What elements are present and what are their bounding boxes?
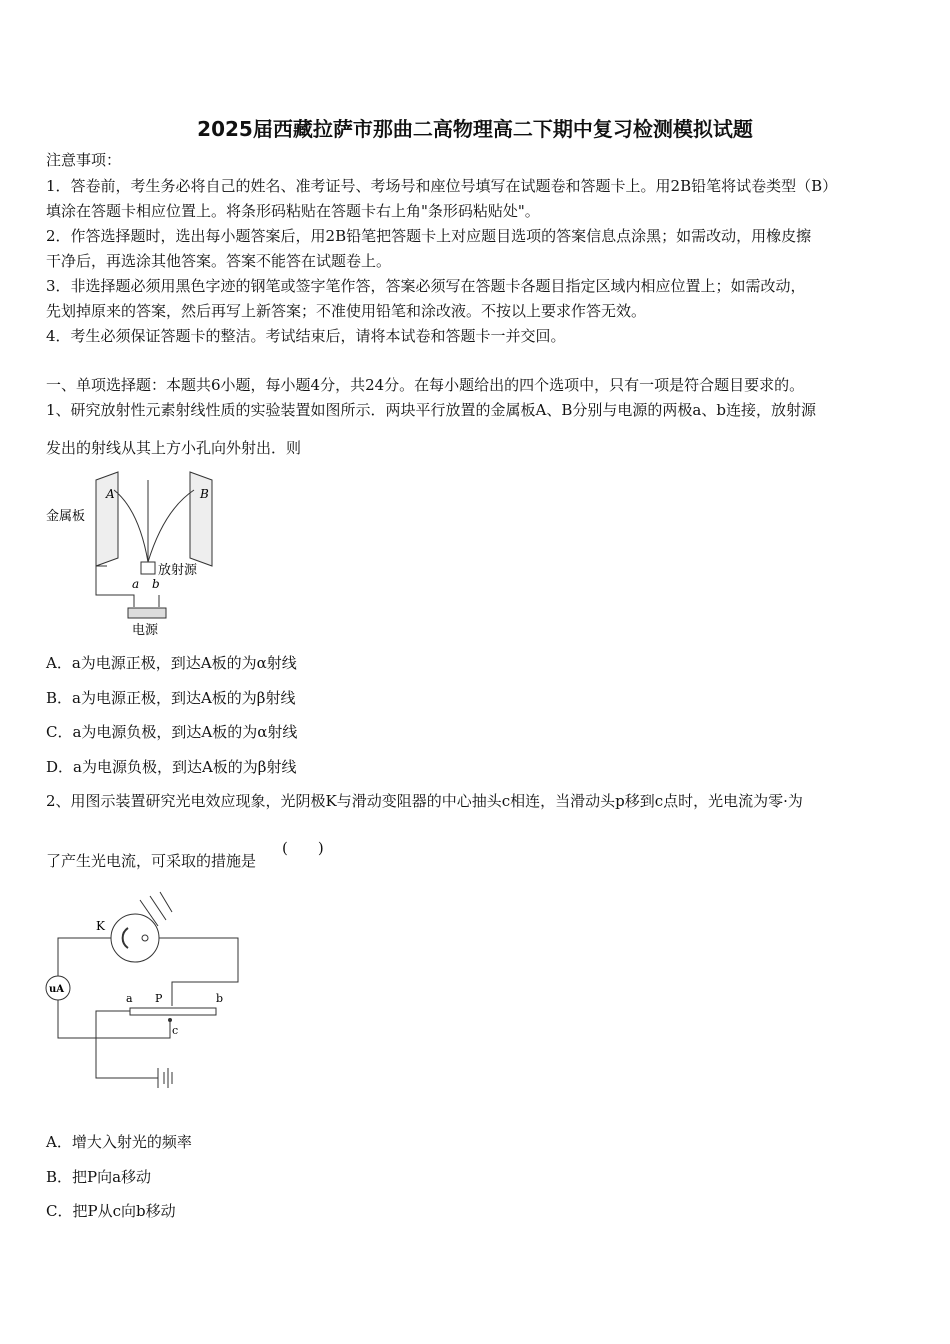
label-b: b bbox=[216, 992, 224, 1005]
q1-stem: 1、研究放射性元素射线性质的实验装置如图所示．两块平行放置的金属板A、B分别与电源的两极a、b连接，放射源 bbox=[46, 401, 816, 419]
q1-option-a[interactable]: A．a为电源正极，到达A板的为α射线 bbox=[46, 654, 297, 672]
q1-stem: 发出的射线从其上方小孔向外射出．则 bbox=[46, 439, 302, 457]
label-plate: 金属板 bbox=[46, 509, 86, 524]
q1-figure bbox=[44, 470, 234, 640]
label-a: a bbox=[126, 992, 133, 1005]
label-c: c bbox=[172, 1024, 179, 1037]
note-line: 3．非选择题必须用黑色字迹的钢笔或签字笔作答，答案必须写在答题卡各题目指定区域内相应位置上；如需改动， bbox=[46, 277, 806, 295]
note-line: 2．作答选择题时，选出每小题答案后，用2B铅笔把答题卡上对应题目选项的答案信息点涂黑；如需改动，用橡皮擦 bbox=[46, 227, 812, 245]
label-power: 电源 bbox=[132, 623, 159, 638]
q2-option-a[interactable]: A．增大入射光的频率 bbox=[46, 1133, 192, 1151]
q1-option-d[interactable]: D．a为电源负极，到达A板的为β射线 bbox=[46, 758, 297, 776]
note-line: 干净后，再选涂其他答案。答案不能答在试题卷上。 bbox=[46, 252, 392, 270]
section-heading: 一、单项选择题：本题共6小题，每小题4分，共24分。在每小题给出的四个选项中，只有一项是符合题目要求的。 bbox=[46, 376, 805, 394]
note-line: 填涂在答题卡相应位置上。将条形码粘贴在答题卡右上角"条形码粘贴处"。 bbox=[46, 202, 540, 220]
q2-option-c[interactable]: C．把P从c向b移动 bbox=[46, 1202, 176, 1220]
notes-heading: 注意事项： bbox=[46, 151, 122, 169]
answer-bracket: ( ) bbox=[282, 839, 324, 857]
label-a: a bbox=[132, 577, 140, 591]
label-P: P bbox=[155, 992, 163, 1005]
page-title: 2025届西藏拉萨市那曲二高物理高二下期中复习检测模拟试题 bbox=[197, 117, 753, 141]
note-line: 1．答卷前，考生务必将自己的姓名、准考证号、考场号和座位号填写在试题卷和答题卡上。用2B铅笔将试卷类型（B） bbox=[46, 177, 838, 195]
q2-option-b[interactable]: B．把P向a移动 bbox=[46, 1168, 152, 1186]
q1-option-c[interactable]: C．a为电源负极，到达A板的为α射线 bbox=[46, 723, 298, 741]
label-K: K bbox=[96, 919, 105, 933]
note-line: 先划掉原来的答案，然后再写上新答案；不准使用铅笔和涂改液。不按以上要求作答无效。 bbox=[46, 302, 647, 320]
q2-figure bbox=[40, 890, 250, 1090]
q2-stem: 了产生光电流，可采取的措施是 bbox=[46, 852, 257, 870]
note-line: 4．考生必须保证答题卡的整洁。考试结束后，请将本试卷和答题卡一并交回。 bbox=[46, 327, 566, 345]
label-source: 放射源 bbox=[158, 563, 198, 578]
q2-stem: 2、用图示装置研究光电效应现象，光阴极K与滑动变阻器的中心抽头c相连，当滑动头p移到c点时，光电流为零·为 bbox=[46, 792, 803, 810]
label-A: A bbox=[106, 487, 115, 501]
q1-option-b[interactable]: B．a为电源正极，到达A板的为β射线 bbox=[46, 689, 296, 707]
label-meter: uA bbox=[49, 984, 65, 995]
label-B: B bbox=[200, 487, 209, 501]
label-b: b bbox=[152, 577, 160, 591]
